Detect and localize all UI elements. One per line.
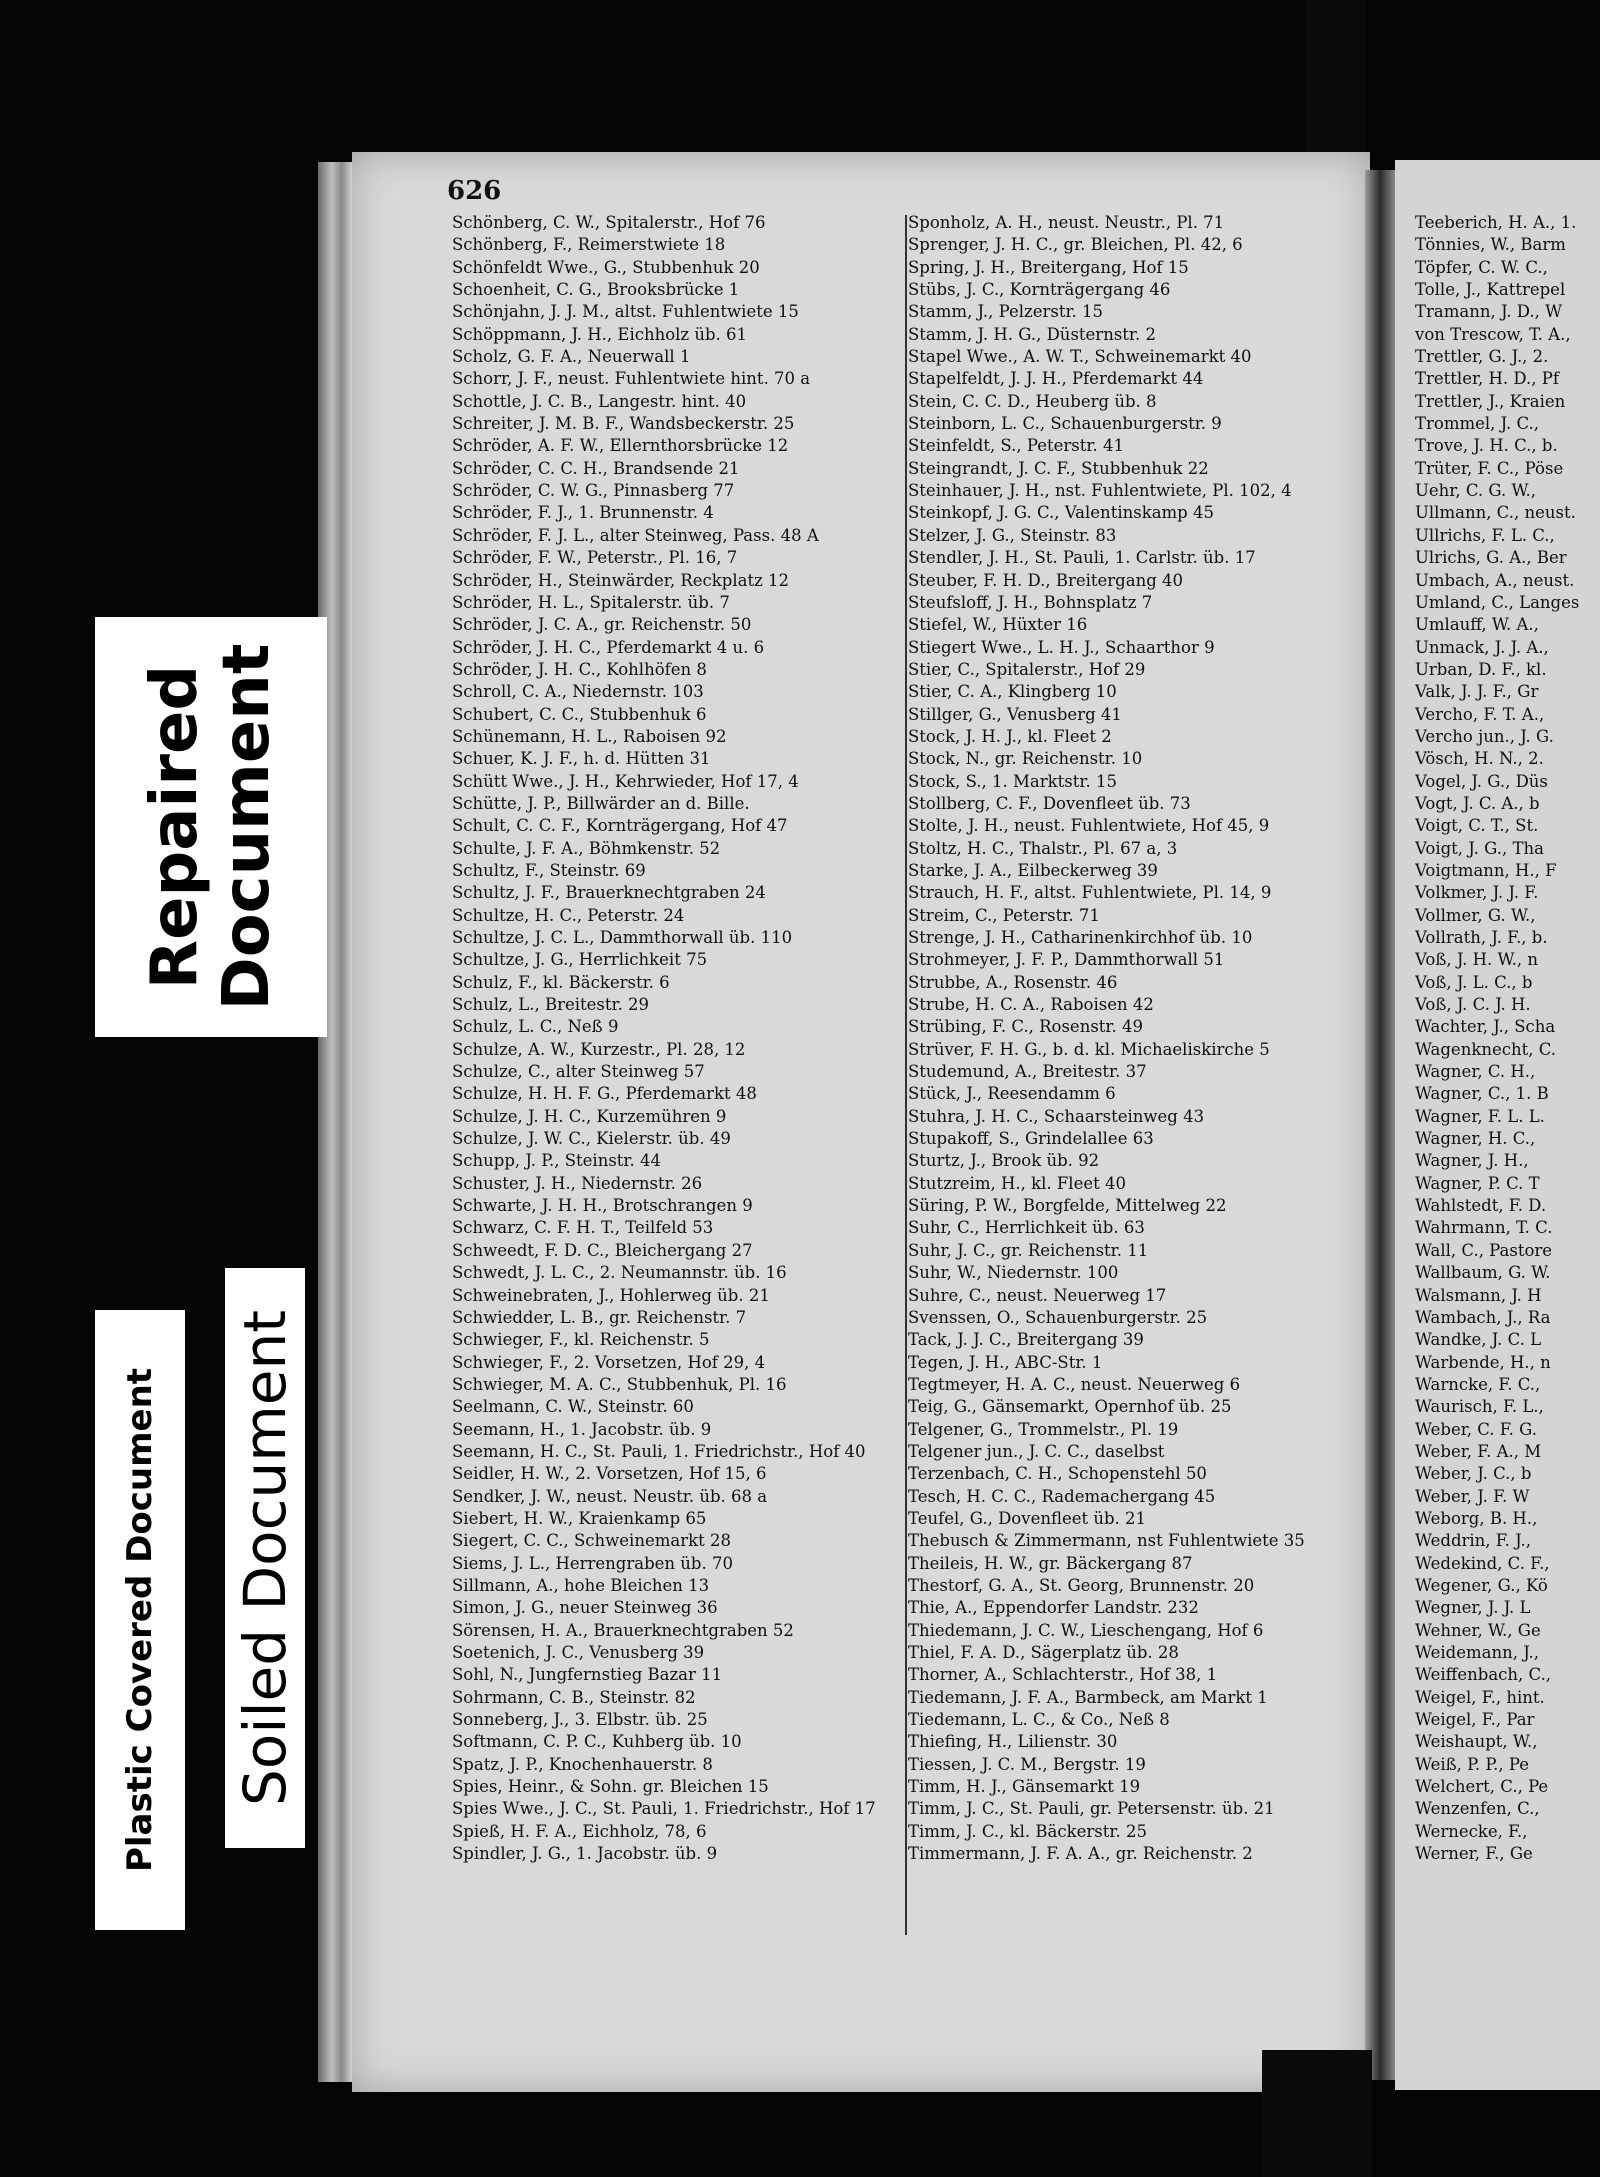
directory-entry: Stuhra, J. H. C., Schaarsteinweg 43 xyxy=(908,1106,1205,1126)
directory-entry: Seidler, H. W., 2. Vorsetzen, Hof 15, 6 xyxy=(452,1464,767,1484)
directory-entry: Schröder, F. W., Peterstr., Pl. 16, 7 xyxy=(452,548,738,568)
directory-entry: Schünemann, H. L., Raboisen 92 xyxy=(452,726,727,746)
directory-entry: Schulze, J. W. C., Kielerstr. üb. 49 xyxy=(452,1129,731,1149)
directory-entry: Thiel, F. A. D., Sägerplatz üb. 28 xyxy=(908,1643,1179,1662)
directory-entry: Tiessen, J. C. M., Bergstr. 19 xyxy=(908,1754,1146,1774)
directory-entry: Schröder, C. C. H., Brandsende 21 xyxy=(452,458,740,478)
directory-entry: Voigt, C. T., St. xyxy=(1415,816,1539,836)
directory-entry: Siebert, H. W., Kraienkamp 65 xyxy=(452,1508,707,1528)
directory-entry: Studemund, A., Breitestr. 37 xyxy=(908,1062,1147,1082)
directory-entry: Seemann, H. C., St. Pauli, 1. Friedrichstr., Hof 40 xyxy=(452,1441,866,1461)
directory-entry: Thebusch & Zimmermann, nst Fuhlentwiete 35 xyxy=(908,1531,1305,1551)
directory-entry: Schuster, J. H., Niedernstr. 26 xyxy=(452,1173,703,1193)
directory-entry: Schulte, J. F. A., Böhmkenstr. 52 xyxy=(452,838,721,858)
plastic-label-text: Plastic Covered Document xyxy=(120,1367,160,1873)
directory-entry: Sohrmann, C. B., Steinstr. 82 xyxy=(452,1687,696,1707)
directory-entry: Sohl, N., Jungfernstieg Bazar 11 xyxy=(452,1665,723,1685)
directory-entry: Terzenbach, C. H., Schopenstehl 50 xyxy=(908,1464,1207,1484)
directory-entry: Teufel, G., Dovenfleet üb. 21 xyxy=(908,1508,1147,1528)
directory-entry: Vogel, J. G., Düs xyxy=(1415,771,1548,791)
directory-entry: Strauch, H. F., altst. Fuhlentwiete, Pl. 14, 9 xyxy=(908,883,1272,903)
book-gutter xyxy=(1365,170,1395,2080)
directory-entry: Schwieger, F., kl. Reichenstr. 5 xyxy=(452,1330,710,1350)
directory-entry: Starke, J. A., Eilbeckerweg 39 xyxy=(908,860,1158,880)
directory-entry: Strube, H. C. A., Raboisen 42 xyxy=(908,995,1154,1015)
directory-entry: Wedekind, C. F., xyxy=(1415,1553,1550,1573)
directory-entry: Umlauff, W. A., xyxy=(1415,615,1539,635)
directory-entry: Umland, C., Langes xyxy=(1415,592,1580,612)
directory-entry: Strohmeyer, J. F. P., Dammthorwall 51 xyxy=(908,950,1225,970)
directory-entry: Schröder, J. C. A., gr. Reichenstr. 50 xyxy=(452,615,752,635)
directory-entry: Sillmann, A., hohe Bleichen 13 xyxy=(452,1575,710,1595)
directory-entry: Trettler, J., Kraien xyxy=(1415,391,1566,411)
directory-entry: Schröder, J. H. C., Pferdemarkt 4 u. 6 xyxy=(452,637,765,657)
directory-entry: Tolle, J., Kattrepel xyxy=(1415,280,1566,300)
directory-entry: Süring, P. W., Borgfelde, Mittelweg 22 xyxy=(908,1196,1227,1216)
directory-entry: Stamm, J. H. G., Düsternstr. 2 xyxy=(908,324,1156,344)
directory-entry: Steingrandt, J. C. F., Stubbenhuk 22 xyxy=(908,458,1209,478)
directory-entry: Schröder, H., Steinwärder, Reckplatz 12 xyxy=(452,570,790,590)
directory-entry: Strüver, F. H. G., b. d. kl. Michaeliskirche 5 xyxy=(908,1039,1270,1059)
directory-entry: Schröder, H. L., Spitalerstr. üb. 7 xyxy=(452,592,730,612)
directory-entry: Seelmann, C. W., Steinstr. 60 xyxy=(452,1397,694,1417)
directory-entry: Tiedemann, J. F. A., Barmbeck, am Markt 1 xyxy=(908,1687,1268,1707)
directory-entry: Urban, D. F., kl. xyxy=(1415,659,1547,679)
directory-entry: Thiedemann, J. C. W., Lieschengang, Hof 6 xyxy=(908,1620,1264,1640)
directory-entry: Schulze, H. H. F. G., Pferdemarkt 48 xyxy=(452,1084,757,1104)
directory-entry: Spies, Heinr., & Sohn. gr. Bleichen 15 xyxy=(452,1777,769,1797)
directory-entry: Stück, J., Reesendamm 6 xyxy=(908,1084,1116,1104)
directory-entry: Tack, J. J. C., Breitergang 39 xyxy=(908,1330,1144,1350)
directory-entry: Schröder, J. H. C., Kohlhöfen 8 xyxy=(452,659,707,679)
directory-entry: Voß, J. C. J. H. xyxy=(1415,995,1531,1015)
column-divider xyxy=(905,215,907,1935)
directory-entry: Schröder, C. W. G., Pinnasberg 77 xyxy=(452,481,735,501)
directory-entry: Stelzer, J. G., Steinstr. 83 xyxy=(908,525,1117,545)
directory-entry: Timm, J. C., kl. Bäckerstr. 25 xyxy=(908,1821,1147,1841)
binding-tape-bottom xyxy=(1262,2050,1372,2177)
directory-entry: Umbach, A., neust. xyxy=(1415,570,1575,590)
directory-entry: Sponholz, A. H., neust. Neustr., Pl. 71 xyxy=(908,213,1225,232)
directory-entry: Sörensen, H. A., Brauerknechtgraben 52 xyxy=(452,1620,794,1640)
directory-entry: Thorner, A., Schlachterstr., Hof 38, 1 xyxy=(908,1665,1218,1685)
directory-entry: Tegtmeyer, H. A. C., neust. Neuerweg 6 xyxy=(908,1374,1241,1394)
directory-entry: Svenssen, O., Schauenburgerstr. 25 xyxy=(908,1307,1208,1327)
directory-entry: Schultz, J. F., Brauerknechtgraben 24 xyxy=(452,883,766,903)
directory-entry: Teig, G., Gänsemarkt, Opernhof üb. 25 xyxy=(908,1397,1232,1417)
directory-entry: Wallbaum, G. W. xyxy=(1415,1263,1551,1283)
directory-entry: Thiefing, H., Lilienstr. 30 xyxy=(908,1732,1118,1752)
directory-entry: Schweinebraten, J., Hohlerweg üb. 21 xyxy=(452,1285,770,1305)
directory-entry: Schreiter, J. M. B. F., Wandsbeckerstr. 25 xyxy=(452,414,795,434)
directory-entry: Tiedemann, L. C., & Co., Neß 8 xyxy=(908,1710,1170,1730)
directory-entry: Timm, J. C., St. Pauli, gr. Petersenstr. üb. 21 xyxy=(908,1799,1275,1819)
directory-entry: Schwarz, C. F. H. T., Teilfeld 53 xyxy=(452,1218,714,1238)
directory-entry: Weber, F. A., M xyxy=(1415,1441,1542,1461)
directory-entry: Steufsloff, J. H., Bohnsplatz 7 xyxy=(908,592,1153,612)
directory-entry: Weber, C. F. G. xyxy=(1415,1419,1538,1439)
directory-entry: Schorr, J. F., neust. Fuhlentwiete hint. 70 a xyxy=(452,369,811,389)
directory-entry: Stock, J. H. J., kl. Fleet 2 xyxy=(908,726,1112,746)
directory-entry: Schultze, J. G., Herrlichkeit 75 xyxy=(452,950,708,970)
directory-entry: Werner, F., Ge xyxy=(1415,1844,1533,1864)
directory-entry: Wambach, J., Ra xyxy=(1415,1307,1551,1327)
directory-entry: Weishaupt, W., xyxy=(1415,1732,1538,1752)
directory-entry: Weiß, P. P., Pe xyxy=(1415,1754,1530,1774)
directory-entry: Stapelfeldt, J. J. H., Pferdemarkt 44 xyxy=(908,369,1204,389)
directory-entry: Simon, J. G., neuer Steinweg 36 xyxy=(452,1598,718,1618)
directory-entry: Stock, N., gr. Reichenstr. 10 xyxy=(908,749,1143,769)
directory-entry: Spatz, J. P., Knochenhauerstr. 8 xyxy=(452,1754,713,1774)
directory-entry: Wernecke, F., xyxy=(1415,1821,1528,1841)
directory-entry: Soetenich, J. C., Venusberg 39 xyxy=(452,1643,705,1662)
directory-entry: Schupp, J. P., Steinstr. 44 xyxy=(452,1151,661,1171)
directory-entry: Weber, J. F. W xyxy=(1415,1486,1530,1506)
directory-entry: Schulze, J. H. C., Kurzemühren 9 xyxy=(452,1106,727,1126)
directory-entry: Ulrichs, G. A., Ber xyxy=(1415,548,1567,568)
directory-entry: Trettler, H. D., Pf xyxy=(1415,369,1559,389)
directory-entry: Stier, C. A., Klingberg 10 xyxy=(908,682,1117,702)
directory-entry: Sprenger, J. H. C., gr. Bleichen, Pl. 42, 6 xyxy=(908,235,1243,255)
directory-entry: Schwarte, J. H. H., Brotschrangen 9 xyxy=(452,1196,753,1216)
directory-entry: Wagner, F. L. L. xyxy=(1415,1106,1545,1126)
directory-entry: Schoenheit, C. G., Brooksbrücke 1 xyxy=(452,280,740,300)
directory-entry: Schröder, A. F. W., Ellernthorsbrücke 12 xyxy=(452,436,789,456)
directory-entry: Teeberich, H. A., 1. xyxy=(1415,213,1577,232)
directory-entry: Voß, J. H. W., n xyxy=(1415,950,1538,970)
directory-entry: Wahlstedt, F. D. xyxy=(1415,1196,1547,1216)
directory-entry: Steinkopf, J. G. C., Valentinskamp 45 xyxy=(908,503,1214,523)
directory-entry: Schult, C. C. F., Kornträgergang, Hof 47 xyxy=(452,816,788,836)
directory-entry: Spies Wwe., J. C., St. Pauli, 1. Friedrichstr., Hof 17 xyxy=(452,1799,876,1819)
directory-entry: Sendker, J. W., neust. Neustr. üb. 68 a xyxy=(452,1486,768,1506)
directory-entry: Weber, J. C., b xyxy=(1415,1464,1532,1484)
page-number: 626 xyxy=(447,176,502,206)
directory-entry: Schwieger, F., 2. Vorsetzen, Hof 29, 4 xyxy=(452,1352,766,1372)
directory-entry: Theileis, H. W., gr. Bäckergang 87 xyxy=(908,1553,1193,1573)
repaired-document-label xyxy=(95,617,327,1037)
directory-entry: Timm, H. J., Gänsemarkt 19 xyxy=(908,1777,1141,1797)
directory-entry: Voigtmann, H., F xyxy=(1415,860,1557,880)
directory-entry: Telgener jun., J. C. C., daselbst xyxy=(908,1441,1165,1461)
directory-entry: Stollberg, C. F., Dovenfleet üb. 73 xyxy=(908,793,1191,813)
plastic-covered-label xyxy=(95,1310,185,1930)
directory-entry: Wegner, J. J. L xyxy=(1415,1598,1531,1618)
directory-entry: Töpfer, C. W. C., xyxy=(1415,257,1548,277)
directory-entry: Schwedt, J. L. C., 2. Neumannstr. üb. 16 xyxy=(452,1263,787,1283)
directory-entry: Tegen, J. H., ABC-Str. 1 xyxy=(908,1352,1103,1372)
directory-entry: Vercho, F. T. A., xyxy=(1415,704,1545,724)
directory-entry: Schulze, C., alter Steinweg 57 xyxy=(452,1062,705,1082)
directory-entry: Schönfeldt Wwe., G., Stubbenhuk 20 xyxy=(452,257,760,277)
directory-entry: Schütte, J. P., Billwärder an d. Bille. xyxy=(452,793,750,813)
page-stack-edge xyxy=(318,162,352,2082)
directory-entry: Stolte, J. H., neust. Fuhlentwiete, Hof 45, 9 xyxy=(908,816,1270,836)
directory-entry: Wachter, J., Scha xyxy=(1415,1017,1556,1037)
directory-entry: Tesch, H. C. C., Rademachergang 45 xyxy=(908,1486,1216,1506)
directory-entry: Vollrath, J. F., b. xyxy=(1415,928,1548,947)
directory-entry: Vollmer, G. W., xyxy=(1415,905,1536,925)
binding-tape-top xyxy=(1305,0,1365,165)
directory-entry: Schönberg, F., Reimerstwiete 18 xyxy=(452,235,726,255)
directory-entry: Schweedt, F. D. C., Bleichergang 27 xyxy=(452,1240,753,1260)
directory-entry: Wandke, J. C. L xyxy=(1415,1330,1542,1350)
directory-entry: Spring, J. H., Breitergang, Hof 15 xyxy=(908,257,1189,277)
directory-entry: Spieß, H. F. A., Eichholz, 78, 6 xyxy=(452,1821,707,1841)
directory-entry: Schultze, H. C., Peterstr. 24 xyxy=(452,905,685,925)
directory-entry: Wagner, H. C., xyxy=(1415,1129,1536,1149)
directory-entry: Weborg, B. H., xyxy=(1415,1508,1538,1528)
soiled-document-label xyxy=(225,1268,305,1848)
left-column xyxy=(452,212,902,1865)
directory-entry: Timmermann, J. F. A. A., gr. Reichenstr. 2 xyxy=(908,1844,1253,1864)
directory-entry: Stendler, J. H., St. Pauli, 1. Carlstr. üb. 17 xyxy=(908,548,1256,568)
directory-entry: Vercho jun., J. G. xyxy=(1415,726,1554,746)
directory-entry: Stapel Wwe., A. W. T., Schweinemarkt 40 xyxy=(908,347,1252,367)
directory-entry: Strübing, F. C., Rosenstr. 49 xyxy=(908,1017,1143,1037)
directory-entry: Wagenknecht, C. xyxy=(1415,1039,1556,1059)
directory-entry: Welchert, C., Pe xyxy=(1415,1777,1549,1797)
directory-entry: Schroll, C. A., Niedernstr. 103 xyxy=(452,682,704,702)
directory-entry: Schulze, A. W., Kurzestr., Pl. 28, 12 xyxy=(452,1039,746,1059)
directory-entry: Schönberg, C. W., Spitalerstr., Hof 76 xyxy=(452,213,766,232)
directory-entry: Trüter, F. C., Pöse xyxy=(1415,458,1564,478)
directory-entry: Schöppmann, J. H., Eichholz üb. 61 xyxy=(452,324,748,344)
directory-entry: Tramann, J. D., W xyxy=(1415,302,1563,322)
directory-entry: Suhr, J. C., gr. Reichenstr. 11 xyxy=(908,1240,1149,1260)
directory-entry: Stier, C., Spitalerstr., Hof 29 xyxy=(908,659,1146,679)
directory-entry: Weiffenbach, C., xyxy=(1415,1665,1552,1685)
directory-entry: Stoltz, H. C., Thalstr., Pl. 67 a, 3 xyxy=(908,838,1178,858)
directory-entry: Siems, J. L., Herrengraben üb. 70 xyxy=(452,1553,733,1573)
directory-entry: Weigel, F., hint. xyxy=(1415,1687,1545,1707)
directory-entry: Ullrichs, F. L. C., xyxy=(1415,525,1555,545)
directory-entry: Schultze, J. C. L., Dammthorwall üb. 110 xyxy=(452,928,793,947)
directory-entry: Vogt, J. C. A., b xyxy=(1415,793,1540,813)
directory-entry: Schütt Wwe., J. H., Kehrwieder, Hof 17, 4 xyxy=(452,771,799,791)
directory-entry: Scholz, G. F. A., Neuerwall 1 xyxy=(452,347,691,367)
directory-entry: Warbende, H., n xyxy=(1415,1352,1551,1372)
directory-entry: Stamm, J., Pelzerstr. 15 xyxy=(908,302,1104,322)
directory-entry: Wall, C., Pastore xyxy=(1415,1240,1553,1260)
directory-entry: Wagner, C., 1. B xyxy=(1415,1084,1549,1104)
directory-entry: Schulz, L. C., Neß 9 xyxy=(452,1017,619,1037)
directory-entry: Steinhauer, J. H., nst. Fuhlentwiete, Pl. 102, 4 xyxy=(908,481,1292,501)
directory-entry: Schuer, K. J. F., h. d. Hütten 31 xyxy=(452,749,711,769)
directory-entry: Volkmer, J. J. F. xyxy=(1415,883,1539,903)
directory-entry: Wagner, C. H., xyxy=(1415,1062,1536,1082)
directory-entry: Telgener, G., Trommelstr., Pl. 19 xyxy=(908,1419,1179,1439)
directory-entry: Wagner, P. C. T xyxy=(1415,1173,1540,1193)
directory-entry: Siegert, C. C., Schweinemarkt 28 xyxy=(452,1531,731,1551)
directory-entry: Suhre, C., neust. Neuerweg 17 xyxy=(908,1285,1167,1305)
directory-entry: Steinfeldt, S., Peterstr. 41 xyxy=(908,436,1124,456)
directory-entry: Schubert, C. C., Stubbenhuk 6 xyxy=(452,704,707,724)
directory-entry: Stiegert Wwe., L. H. J., Schaarthor 9 xyxy=(908,637,1215,657)
directory-entry: Thestorf, G. A., St. Georg, Brunnenstr. 20 xyxy=(908,1575,1255,1595)
directory-entry: Schönjahn, J. J. M., altst. Fuhlentwiete 15 xyxy=(452,302,799,322)
directory-entry: Schröder, F. J., 1. Brunnenstr. 4 xyxy=(452,503,714,523)
directory-entry: Trettler, G. J., 2. xyxy=(1415,347,1549,367)
directory-entry: Trove, J. H. C., b. xyxy=(1415,436,1558,456)
directory-entry: Schwieger, M. A. C., Stubbenhuk, Pl. 16 xyxy=(452,1374,787,1394)
directory-entry: Stillger, G., Venusberg 41 xyxy=(908,704,1122,724)
directory-entry: Wahrmann, T. C. xyxy=(1415,1218,1553,1238)
directory-entry: Strubbe, A., Rosenstr. 46 xyxy=(908,972,1118,992)
directory-entry: Schulz, L., Breitestr. 29 xyxy=(452,995,650,1015)
directory-entry: Strenge, J. H., Catharinenkirchhof üb. 10 xyxy=(908,928,1253,947)
directory-entry: Schottle, J. C. B., Langestr. hint. 40 xyxy=(452,391,747,411)
directory-entry: Wagner, J. H., xyxy=(1415,1151,1529,1171)
directory-entry: Voß, J. L. C., b xyxy=(1415,972,1533,992)
right-page-column xyxy=(1415,212,1600,1865)
directory-entry: Stupakoff, S., Grindelallee 63 xyxy=(908,1129,1154,1149)
directory-entry: Walsmann, J. H xyxy=(1415,1285,1542,1305)
directory-entry: Steinborn, L. C., Schauenburgerstr. 9 xyxy=(908,414,1222,434)
directory-entry: Valk, J. J. F., Gr xyxy=(1415,682,1539,702)
directory-entry: Spindler, J. G., 1. Jacobstr. üb. 9 xyxy=(452,1844,718,1864)
directory-entry: Voigt, J. G., Tha xyxy=(1415,838,1544,858)
directory-entry: von Trescow, T. A., xyxy=(1415,324,1571,344)
directory-entry: Streim, C., Peterstr. 71 xyxy=(908,905,1100,925)
directory-entry: Unmack, J. J. A., xyxy=(1415,637,1549,657)
soiled-label-text: Soiled Document xyxy=(231,1310,299,1806)
directory-entry: Weidemann, J., xyxy=(1415,1643,1540,1662)
directory-entry: Ullmann, C., neust. xyxy=(1415,503,1576,523)
middle-column xyxy=(908,212,1358,1865)
repaired-label-line1: Repaired xyxy=(138,664,212,990)
directory-entry: Vösch, H. N., 2. xyxy=(1415,749,1544,769)
directory-entry: Stein, C. C. D., Heuberg üb. 8 xyxy=(908,391,1157,411)
directory-entry: Waurisch, F. L., xyxy=(1415,1397,1544,1417)
directory-entry: Suhr, W., Niedernstr. 100 xyxy=(908,1263,1119,1283)
directory-entry: Schröder, F. J. L., alter Steinweg, Pass. 48 A xyxy=(452,525,819,545)
directory-entry: Stock, S., 1. Marktstr. 15 xyxy=(908,771,1117,791)
directory-entry: Stiefel, W., Hüxter 16 xyxy=(908,615,1088,635)
directory-entry: Sonneberg, J., 3. Elbstr. üb. 25 xyxy=(452,1710,708,1730)
directory-entry: Wenzenfen, C., xyxy=(1415,1799,1540,1819)
directory-entry: Schulz, F., kl. Bäckerstr. 6 xyxy=(452,972,670,992)
directory-entry: Schwiedder, L. B., gr. Reichenstr. 7 xyxy=(452,1307,747,1327)
repaired-label-line2: Document xyxy=(210,643,284,1011)
directory-entry: Wegener, G., Kö xyxy=(1415,1575,1548,1595)
directory-entry: Seemann, H., 1. Jacobstr. üb. 9 xyxy=(452,1419,712,1439)
directory-entry: Weigel, F., Par xyxy=(1415,1710,1535,1730)
directory-entry: Thie, A., Eppendorfer Landstr. 232 xyxy=(908,1598,1199,1618)
directory-entry: Suhr, C., Herrlichkeit üb. 63 xyxy=(908,1218,1145,1238)
directory-entry: Schultz, F., Steinstr. 69 xyxy=(452,860,646,880)
directory-entry: Trommel, J. C., xyxy=(1415,414,1539,434)
directory-entry: Uehr, C. G. W., xyxy=(1415,481,1537,501)
directory-entry: Sturtz, J., Brook üb. 92 xyxy=(908,1151,1100,1171)
directory-entry: Stübs, J. C., Kornträgergang 46 xyxy=(908,280,1171,300)
directory-entry: Weddrin, F. J., xyxy=(1415,1531,1531,1551)
directory-entry: Warncke, F. C., xyxy=(1415,1374,1541,1394)
directory-entry: Stutzreim, H., kl. Fleet 40 xyxy=(908,1173,1126,1193)
directory-entry: Steuber, F. H. D., Breitergang 40 xyxy=(908,570,1184,590)
directory-entry: Softmann, C. P. C., Kuhberg üb. 10 xyxy=(452,1732,742,1752)
directory-entry: Tönnies, W., Barm xyxy=(1415,235,1566,255)
directory-entry: Wehner, W., Ge xyxy=(1415,1620,1541,1640)
